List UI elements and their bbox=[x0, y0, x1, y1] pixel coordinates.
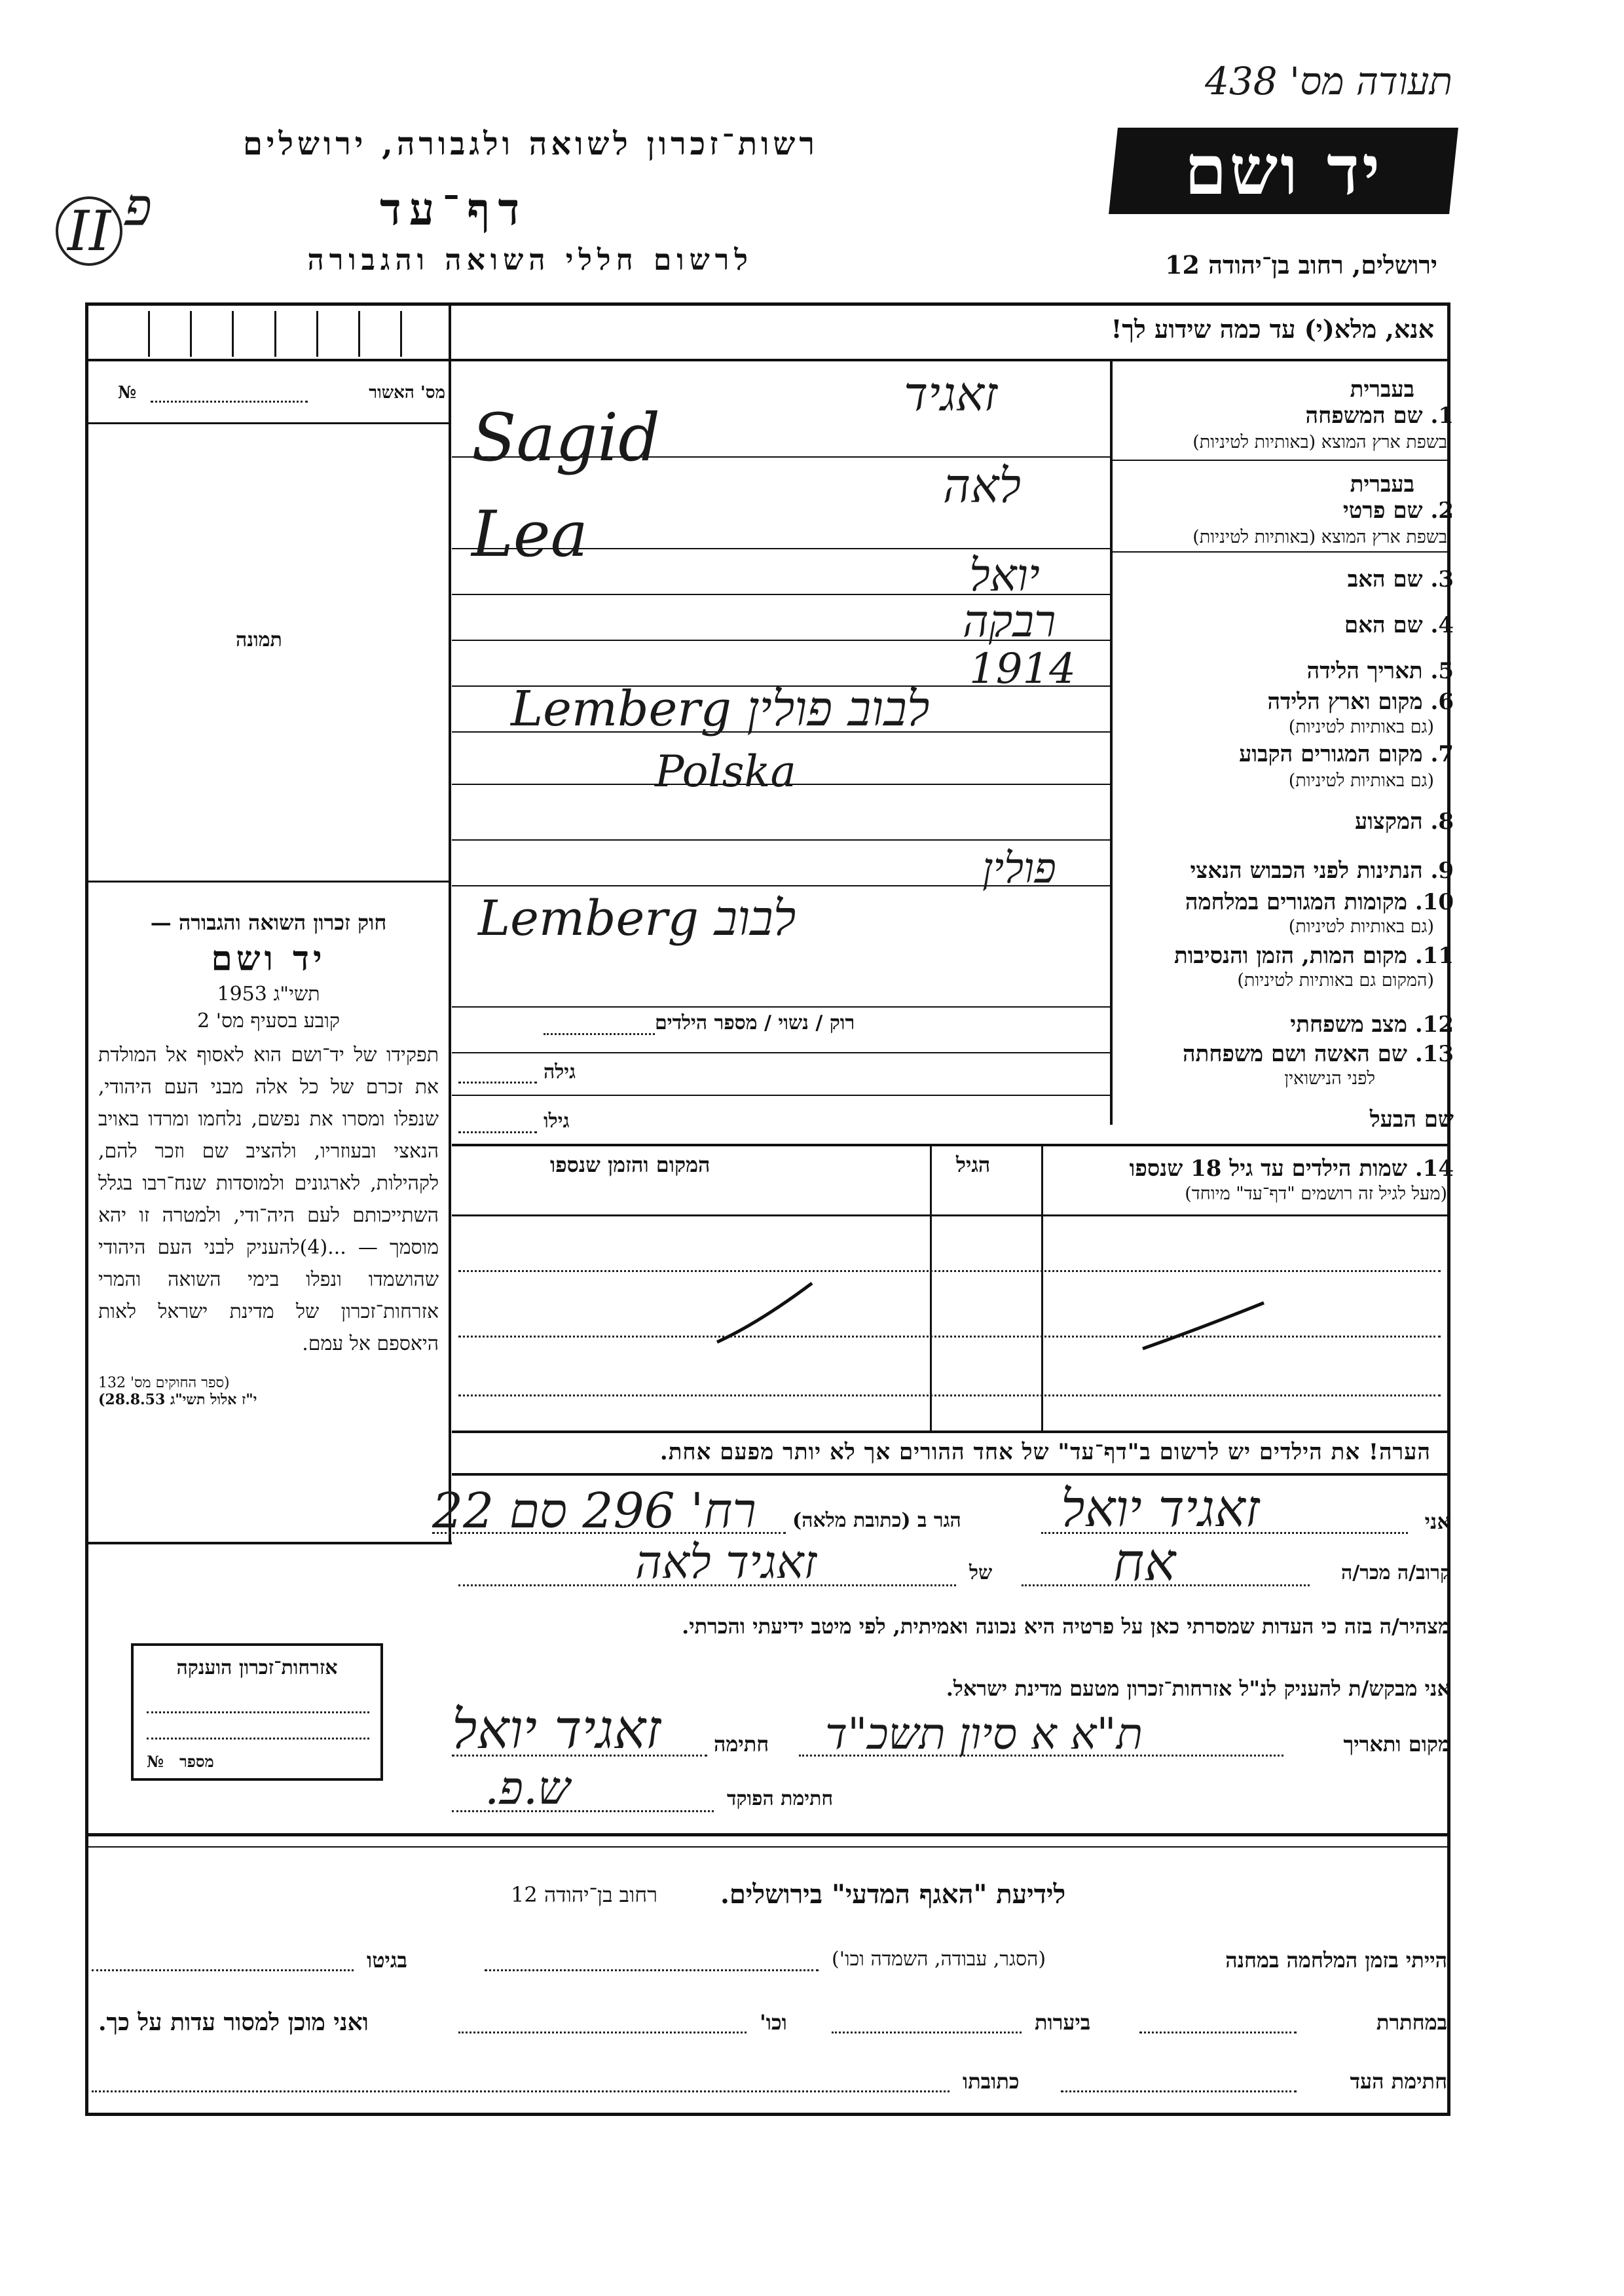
col-place: המקום והזמן שנספו bbox=[550, 1152, 710, 1177]
field-2-label: 2. שם פרטי bbox=[1342, 498, 1454, 524]
citizenship-box bbox=[131, 1643, 383, 1781]
footer-line1-b: (הסגר, עבודה, השמדה וכו') bbox=[832, 1948, 1046, 1971]
law-ref-1: (ספר החוקים מס' 132 bbox=[98, 1375, 230, 1391]
first-name-latin[interactable]: Lea bbox=[471, 498, 588, 571]
law-ref-2: י"ז אלול תשי"ג 28.8.53) bbox=[98, 1391, 257, 1408]
decl-statement: מצהיר/ה בזה כי העדות שמסרתי כאן על פרטיה היא נכונה ואמיתית, לפי מיטב ידיעתי והכרתי. bbox=[682, 1614, 1450, 1639]
decl-of-value[interactable]: זאגיד לאה bbox=[635, 1535, 817, 1589]
children-label: 14. שמות הילדים עד גיל 18 שנספו bbox=[1129, 1156, 1454, 1182]
marital-status[interactable]: רוק / נשוי / מספר הילדים bbox=[655, 1011, 855, 1034]
wartime-residence[interactable]: Lemberg לבוב bbox=[478, 890, 796, 947]
law-text: תפקידו של יד־ושם הוא לאסוף אל המולדת את זכרם של כל אלה מבני העם היהודי, שנפלו ומסרו את נפשם, נלחמו ומרדו באויב הנאצי ובעוזריו, ולהציב שם וזכר להם, לקהילות, לארגונים ולמוסדות שנח־רבו בגלל השתייכותם לעם היה־ודי, ולמטרה זו יהא מוסמך — ...(4)להעניק לבני העם היהודי שהושמדו ונפלו בימי השואה והמרי אזרחות־זכרון של מדינת ישראל לאות היאספם אל עמם. bbox=[98, 1044, 439, 1355]
decl-request: אני מבקש/ת להעניק לנ"ל אזרחות־זכרון מטעם מדינת ישראל. bbox=[946, 1676, 1450, 1701]
logo: יד ושם bbox=[1184, 130, 1383, 210]
page-title: דף־עד bbox=[380, 183, 528, 236]
mother-name[interactable]: רבקה bbox=[963, 596, 1056, 647]
logo-address: ירושלים, רחוב בן־יהודה 12 bbox=[1165, 250, 1437, 280]
field-12-label: 12. מצב משפחתי bbox=[1290, 1011, 1454, 1038]
husband-age-label: גילו bbox=[544, 1110, 570, 1133]
strike-mark-1 bbox=[714, 1277, 819, 1349]
roman-mark: II bbox=[56, 196, 122, 266]
law-name: יד ושם bbox=[211, 939, 326, 979]
field-7-sub: (גם באותיות לטיניות) bbox=[1288, 771, 1434, 791]
authority-name: רשות־זכרון לשואה ולגבורה, ירושלים bbox=[242, 126, 819, 162]
field-5-label: 5. תאריך הלידה bbox=[1306, 658, 1454, 684]
field-2-top: בעברית bbox=[1350, 471, 1414, 498]
field-1-label: 1. שם המשפחה bbox=[1305, 403, 1454, 429]
archive-mark: פ bbox=[124, 177, 152, 238]
signature-label: חתימה bbox=[714, 1732, 769, 1757]
field-10-sub: (גם באותיות לטיניות) bbox=[1288, 917, 1434, 937]
field-13-sub: לפני הנישואין bbox=[1284, 1068, 1375, 1089]
footer-line2-b: ביערות bbox=[1035, 2010, 1091, 2035]
law-year: תשי"ג 1953 bbox=[217, 983, 320, 1006]
citizenship-no-mark: № bbox=[147, 1752, 164, 1771]
field-6-sub: (גם באותיות לטיניות) bbox=[1288, 717, 1434, 737]
place-date-label: מקום ותאריך bbox=[1343, 1732, 1450, 1757]
law-section: קובע בסעיף מס' 2 bbox=[197, 1010, 340, 1032]
decl-of-label: של bbox=[969, 1561, 993, 1584]
cert-no-mark: № bbox=[118, 383, 137, 403]
field-3-label: 3. שם האב bbox=[1347, 566, 1454, 592]
footer-line1-c: בגיטו bbox=[367, 1948, 407, 1973]
intro-text: אנא, מלא(י) עד כמה שידוע לך! bbox=[1111, 314, 1434, 344]
law-title: חוק זכרון השואה והגבורה — bbox=[150, 910, 387, 935]
nationality[interactable]: פולין bbox=[982, 845, 1056, 893]
family-name-hebrew[interactable]: זאגיד bbox=[904, 367, 998, 422]
field-6-label: 6. מקום וארץ הלידה bbox=[1267, 689, 1454, 715]
footer-info: לידיעת "האגף המדעי" בירושלים. bbox=[720, 1879, 1066, 1910]
father-name[interactable]: יואל bbox=[969, 550, 1040, 602]
decl-relative-label: קרוב/ה מכר/ה bbox=[1341, 1561, 1450, 1584]
field-9-label: 9. הנתינות לפני הכבוש הנאצי bbox=[1190, 858, 1454, 884]
signature-value[interactable]: זאגיד יואל bbox=[452, 1699, 661, 1761]
first-name-hebrew[interactable]: לאה bbox=[943, 458, 1022, 513]
birth-place[interactable]: Lemberg לבוב פולין bbox=[511, 681, 930, 737]
col-age: הגיל bbox=[956, 1152, 991, 1177]
note-text: הערה! את הילדים יש לרשום ב"דף־עד" של אחד ההורים אך לא יותר מפעם אחת. bbox=[659, 1439, 1431, 1465]
field-2-sub: בשפת ארץ המוצא (באותיות לטיניות) bbox=[1192, 527, 1447, 547]
page-subtitle: לרשום חללי השואה והגבורה bbox=[307, 244, 753, 277]
top-handwritten-note: תעודה מס' 438 bbox=[1205, 59, 1452, 103]
footer-line2-c: וכו' bbox=[760, 2010, 787, 2035]
strike-mark-2 bbox=[1139, 1296, 1270, 1355]
field-11-sub: (המקום גם באותיות לטיניות) bbox=[1237, 970, 1434, 991]
code-boxes bbox=[108, 311, 442, 357]
citizenship-title: אזרחות־זכרון הוענקה bbox=[176, 1656, 338, 1679]
field-13-label: 13. שם האשה ושם משפחתה bbox=[1183, 1041, 1454, 1067]
officer-value[interactable]: ש.פ. bbox=[485, 1761, 570, 1815]
officer-label: חתימת הפוקד bbox=[727, 1787, 834, 1810]
decl-relative-value[interactable]: אח bbox=[1113, 1532, 1176, 1593]
law-block bbox=[98, 910, 439, 1408]
decl-resides-value[interactable]: רח' 296 סם 22 bbox=[432, 1483, 756, 1539]
photo-label: תמונה bbox=[236, 629, 282, 651]
decl-i-label: אני bbox=[1424, 1509, 1450, 1534]
permanent-residence[interactable]: Polska bbox=[655, 746, 796, 797]
decl-resides-label: הגר ב (כתובת מלאה) bbox=[792, 1509, 961, 1532]
field-11-label: 11. מקום המות, הזמן והנסיבות bbox=[1173, 943, 1454, 969]
wife-age-label: גילה bbox=[544, 1061, 576, 1084]
footer-address: רחוב בן־יהודה 12 bbox=[511, 1882, 657, 1907]
cert-label: מס' האשור bbox=[369, 383, 445, 403]
field-1-sub: בשפת ארץ המוצא (באותיות לטיניות) bbox=[1192, 432, 1447, 452]
field-7-label: 7. מקום המגורים הקבוע bbox=[1239, 741, 1454, 767]
field-8-label: 8. המקצוע bbox=[1354, 809, 1454, 835]
footer-line3-a: חתימת העד bbox=[1350, 2069, 1447, 2094]
footer-line3-b: כתובתו bbox=[963, 2069, 1020, 2094]
children-sub: (מעל לגיל זה רושמים "דף־עד" מיוחד) bbox=[1185, 1184, 1447, 1204]
family-name-latin[interactable]: Sagid bbox=[471, 399, 661, 476]
field-10-label: 10. מקומות המגורים במלחמה bbox=[1185, 889, 1454, 915]
birth-date[interactable]: 1914 bbox=[969, 645, 1076, 693]
footer-line2-a: במחתרת bbox=[1376, 2010, 1447, 2035]
footer-line1-a: הייתי בזמן המלחמה במחנה bbox=[1225, 1948, 1447, 1973]
field-1-top: בעברית bbox=[1350, 376, 1414, 403]
decl-i-value[interactable]: זאגיד יואל bbox=[1061, 1480, 1260, 1539]
citizenship-number-label: מספר bbox=[179, 1752, 214, 1771]
place-date-value[interactable]: ת"א א סיון תשכ"ד bbox=[825, 1709, 1143, 1759]
footer-line2-d: ואני מוכן למסור עדות על כך. bbox=[98, 2009, 369, 2036]
husband-label: שם הבעל bbox=[1369, 1106, 1454, 1133]
field-4-label: 4. שם האם bbox=[1344, 612, 1454, 638]
